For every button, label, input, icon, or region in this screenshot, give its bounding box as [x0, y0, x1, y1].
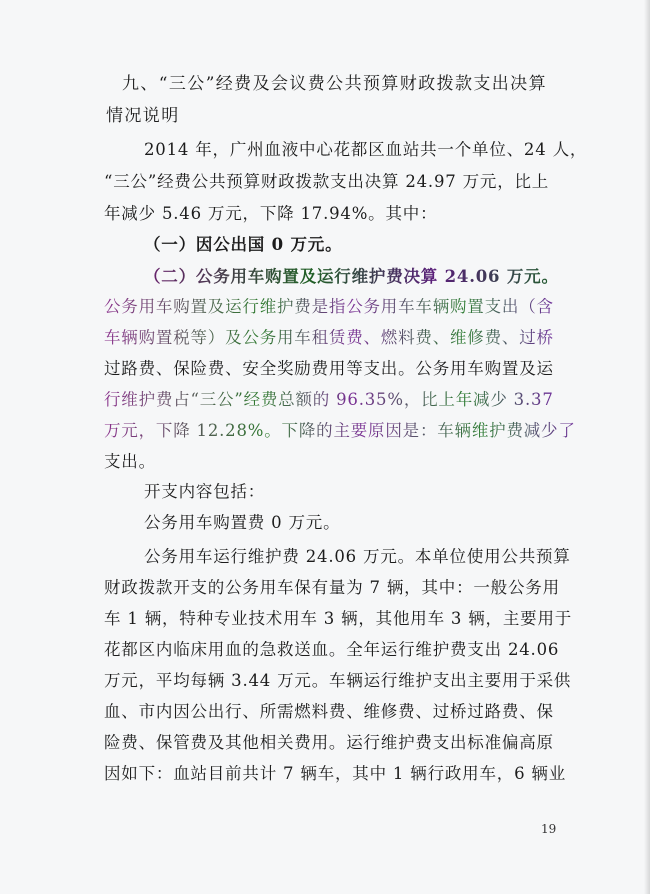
paragraph-line: 车 1 辆，特种专业技术用车 3 辆，其他用车 3 辆，主要用于 [104, 609, 573, 628]
paragraph-line: 公务用车购置费 0 万元。 [144, 513, 341, 532]
paragraph-line: 因如下：血站目前共计 7 辆车，其中 1 辆行政用车，6 辆业 [104, 764, 567, 783]
page-edge-shadow [644, 0, 650, 894]
paragraph-line: 支出。 [104, 452, 156, 471]
paragraph-line: 花都区内临床用血的急救送血。全年运行维护费支出 24.06 [104, 640, 560, 659]
paragraph-line: 2014 年，广州血液中心花都区血站共一个单位、24 人， [144, 140, 588, 159]
paragraph-line: 万元，平均每辆 3.44 万元。车辆运行维护支出主要用于采供 [104, 671, 572, 690]
item-overseas-travel: （一）因公出国 0 万元。 [144, 235, 343, 254]
paragraph-line: 血、市内因公出行、所需燃料费、维修费、过桥过路费、保 [104, 702, 554, 721]
paragraph-line: “三公”经费公共预算财政拨款支出决算 24.97 万元，比上 [104, 172, 550, 191]
section-heading: 九、“三公”经费及会议费公共预算财政拨款支出决算 [122, 74, 547, 94]
paragraph-line: 过路费、保险费、安全奖励费用等支出。公务用车购置及运 [104, 359, 554, 378]
paragraph-line: 万元，下降 12.28%。下降的主要原因是：车辆维护费减少了 [104, 421, 576, 440]
page-number: 19 [541, 822, 557, 836]
paragraph-line: 行维护费占“三公”经费总额的 96.35%，比上年减少 3.37 [104, 390, 554, 409]
section-heading-continued: 情况说明 [106, 106, 180, 126]
paragraph-line: 年减少 5.46 万元，下降 17.94%。其中： [104, 204, 438, 223]
item-vehicle-expense: （二）公务用车购置及运行维护费决算 24.06 万元。 [144, 267, 559, 286]
paragraph-line: 车辆购置税等）及公务用车租赁费、燃料费、维修费、过桥 [104, 328, 554, 347]
paragraph-line: 险费、保管费及其他相关费用。运行维护费支出标准偏高原 [104, 733, 554, 752]
paragraph-line: 开支内容包括： [144, 482, 266, 501]
paragraph-line: 公务用车运行维护费 24.06 万元。本单位使用公共预算 [144, 547, 571, 566]
paragraph-line: 财政拨款开支的公务用车保有量为 7 辆，其中：一般公务用 [104, 578, 560, 597]
paragraph-line: 公务用车购置及运行维护费是指公务用车车辆购置支出（含 [104, 297, 554, 316]
